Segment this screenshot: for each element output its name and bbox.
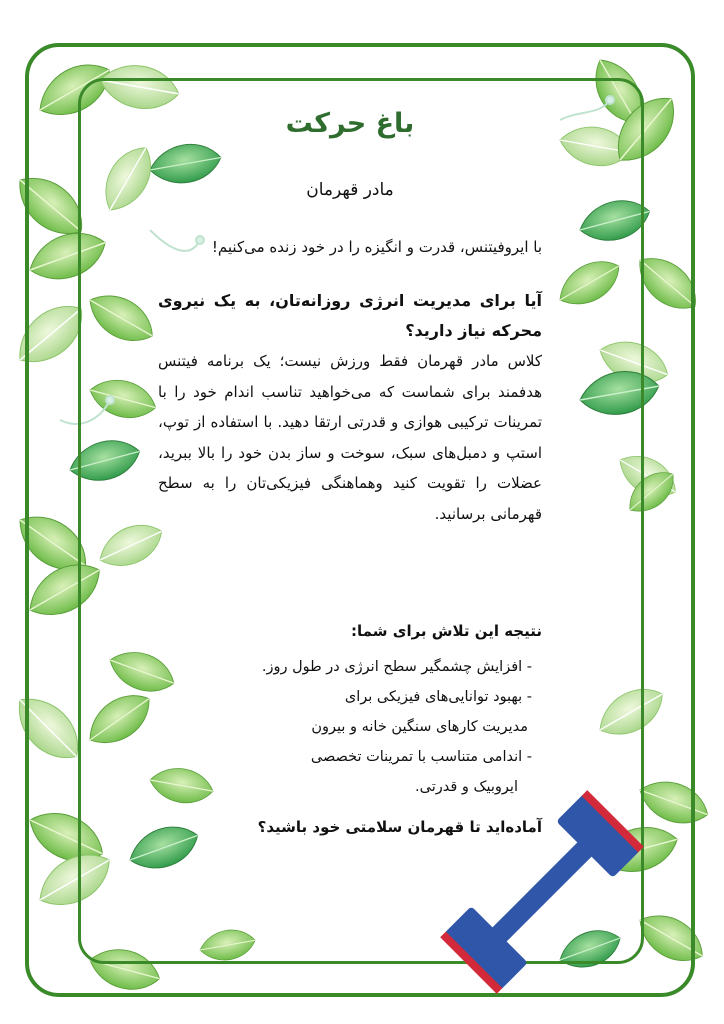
page-subtitle: مادر قهرمان xyxy=(306,180,394,200)
page-title: باغ حرکت xyxy=(285,108,415,139)
list-item: - اندامی متناسب با تمرینات تخصصی xyxy=(310,749,532,765)
result-heading: نتیجه این تلاش برای شما: xyxy=(351,622,542,640)
list-item: مدیریت کارهای سنگین خانه و بیرون xyxy=(311,719,528,735)
list-item: - بهبود توانایی‌های فیزیکی برای xyxy=(344,689,532,705)
list-item: ایروبیک و قدرتی. xyxy=(415,779,518,795)
description-paragraph: کلاس مادر قهرمان فقط ورزش نیست؛ یک برنامه فیتنس هدفمند برای شماست که می‌خواهید تناسب اندام خود را با تمرینات ترکیبی هوازی و قدرتی ارتقا دهید. با استفاده از توپ، استپ و دمبل‌های سبک، سوخت و ساز بدن خود را بالا ببرید، عضلات را تقویت کنید وهماهنگی فیزیکی‌تان را به سطح قهرمانی برسانید. xyxy=(158,352,542,523)
benefits-list xyxy=(158,652,532,802)
dumbbell-icon xyxy=(440,790,645,995)
closing-text: آماده‌اید تا قهرمان سلامتی خود باشید؟ xyxy=(257,818,542,836)
question-text: آیا برای مدیریت انرژی روزانه‌تان، به یک نیروی محرکه نیاز دارید؟ xyxy=(158,291,542,340)
list-item: - افزایش چشمگیر سطح انرژی در طول روز. xyxy=(261,659,532,675)
intro-text: با ایروفیتنس، قدرت و انگیزه را در خود زنده می‌کنیم! xyxy=(211,238,542,256)
